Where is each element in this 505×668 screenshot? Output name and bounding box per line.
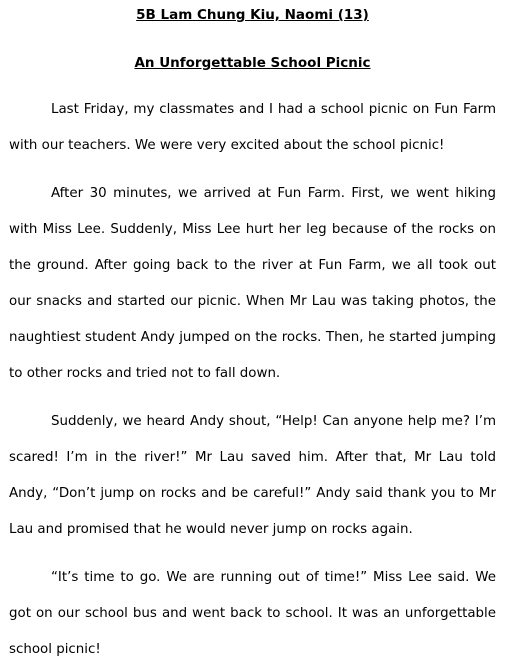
paragraph-2: After 30 minutes, we arrived at Fun Farm. First, we went hiking with Miss Lee. Suddenly, Miss Lee hurt her leg because of the rocks on the ground. After going back to the river at Fun Farm, we all took out our snacks and started our picnic. When Mr Lau was taking photos, the naughtiest student Andy jumped on the rocks. Then, he started jumping to other rocks and tried not to fall down. [9, 186, 496, 381]
paragraph-4: “It’s time to go. We are running out of time!” Miss Lee said. We got on our school bus and went back to school. It was an unforgettable school picnic! [9, 570, 496, 657]
author-line: 5B Lam Chung Kiu, Naomi (13) [136, 7, 369, 23]
document-title: An Unforgettable School Picnic [134, 55, 371, 71]
paragraph-1: Last Friday, my classmates and I had a school picnic on Fun Farm with our teachers. We were very excited about the school picnic! [9, 102, 496, 153]
paragraph-3: Suddenly, we heard Andy shout, “Help! Can anyone help me? I’m scared! I’m in the river!” Mr Lau saved him. After that, Mr Lau told Andy, “Don’t jump on rocks and be careful!” Andy said thank you to Mr Lau and promised that he would never jump on rocks again. [9, 414, 496, 537]
